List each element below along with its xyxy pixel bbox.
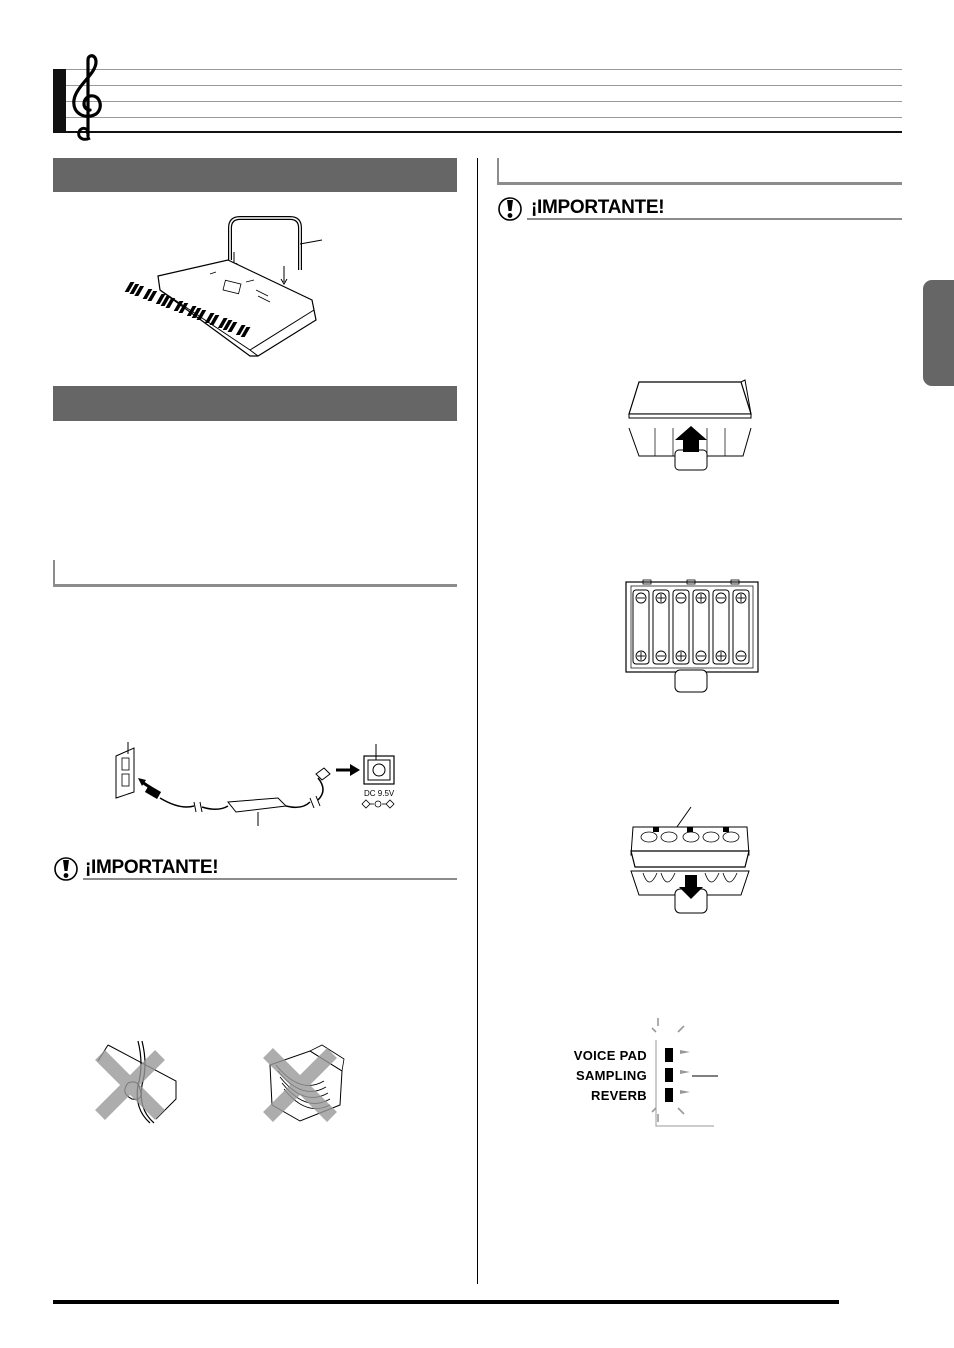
staff-line [66,101,902,102]
lcd-label-reverb: REVERB [591,1088,647,1103]
staff-line [66,69,902,70]
column-divider [477,158,478,1284]
footer-rule [53,1300,839,1304]
battery-cover-close-illustration [625,805,755,917]
dc-voltage-label: DC 9.5V [364,789,395,798]
cord-bent-illustration [80,1035,190,1125]
section-bar [53,386,457,421]
section-bar [53,158,457,192]
battery-compartment-illustration [625,578,760,696]
battery-cover-open-illustration [625,378,755,474]
ac-adapter-illustration [110,740,400,830]
important-icon [53,856,81,882]
staff-line [66,85,902,86]
staff-line [66,117,902,118]
subheading-rule [497,182,902,185]
cord-wrapped-illustration [250,1035,360,1125]
subheading-marker [53,560,55,586]
important-rule [527,218,902,220]
subheading-marker [497,158,499,184]
important-title: ¡IMPORTANTE! [531,197,665,218]
lcd-indicator-illustration [648,1016,720,1128]
important-icon [497,196,525,222]
important-title: ¡IMPORTANTE! [85,857,219,878]
treble-clef-icon [68,52,108,144]
subheading-rule [53,584,457,587]
keyboard-stand-illustration [150,210,350,360]
important-rule [83,878,457,880]
header-block [53,69,66,132]
lcd-label-sampling: SAMPLING [575,1068,647,1083]
lcd-label-voice-pad: VOICE PAD [573,1048,647,1063]
staff-bottom-rule [53,131,902,133]
side-tab [923,280,954,386]
